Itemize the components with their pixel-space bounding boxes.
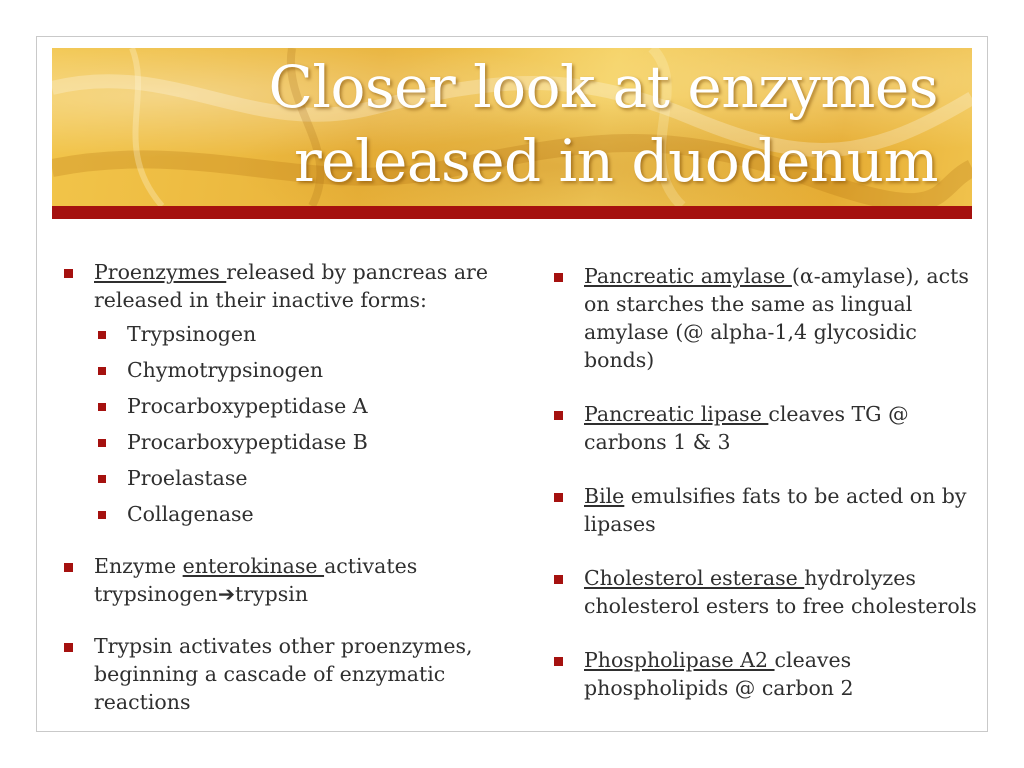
- list-item-bile: [552, 482, 982, 538]
- sublist-item: Collagenase: [94, 500, 502, 528]
- proenzyme-sublist: [94, 320, 502, 528]
- term-pancreatic-amylase: Pancreatic amylase: [584, 264, 792, 288]
- item-text: emulsifies fats to be acted on by lipases: [584, 484, 967, 536]
- right-bullet-list: [552, 262, 982, 702]
- right-arrow-icon: ➔: [217, 582, 236, 606]
- item-text: released by pancreas are released in their inactive forms:: [94, 260, 488, 312]
- sublist-item: Trypsinogen: [94, 320, 502, 348]
- item-suffix: trypsin: [235, 582, 309, 606]
- term-proenzymes: Proenzymes: [94, 260, 227, 284]
- list-item-pancreatic-amylase: [552, 262, 982, 374]
- title-divider-bar: [52, 206, 972, 219]
- term-cholesterol-esterase: Cholesterol esterase: [584, 566, 805, 590]
- term-bile: Bile: [584, 484, 625, 508]
- term-phospholipase-a2: Phospholipase A2: [584, 648, 775, 672]
- slide-title-line-1: Closer look at enzymes: [268, 53, 938, 121]
- list-item-phospholipase: [552, 646, 982, 702]
- term-pancreatic-lipase: Pancreatic lipase: [584, 402, 769, 426]
- list-item-pancreatic-lipase: [552, 400, 982, 456]
- item-text: (α-amylase), acts on starches the same as lingual amylase (@ alpha-1,4 glycosidic bonds): [584, 264, 969, 372]
- term-enterokinase: enterokinase: [182, 554, 325, 578]
- sublist-item: Procarboxypeptidase B: [94, 428, 502, 456]
- left-column: [62, 258, 502, 740]
- slide-title-line-2: released in duodenum: [293, 127, 938, 195]
- list-item-trypsin-cascade: [62, 632, 502, 716]
- item-text: hydrolyzes cholesterol esters to free cholesterols: [584, 566, 977, 618]
- slide-title: [269, 50, 938, 198]
- list-item-enterokinase: [62, 552, 502, 608]
- list-item-cholesterol-esterase: [552, 564, 982, 620]
- item-prefix: Enzyme: [94, 554, 183, 578]
- item-text: cleaves TG @ carbons 1 & 3: [584, 402, 909, 454]
- sublist-item: Procarboxypeptidase A: [94, 392, 502, 420]
- sublist-item: Chymotrypsinogen: [94, 356, 502, 384]
- right-column: [552, 262, 982, 728]
- item-text: activates trypsinogen: [94, 554, 418, 606]
- item-text: cleaves phospholipids @ carbon 2: [584, 648, 854, 700]
- item-text: Trypsin activates other proenzymes, beginning a cascade of enzymatic reactions: [94, 634, 473, 714]
- title-banner: [52, 48, 972, 206]
- sublist-item: Proelastase: [94, 464, 502, 492]
- list-item-proenzymes: [62, 258, 502, 528]
- left-bullet-list: [62, 258, 502, 716]
